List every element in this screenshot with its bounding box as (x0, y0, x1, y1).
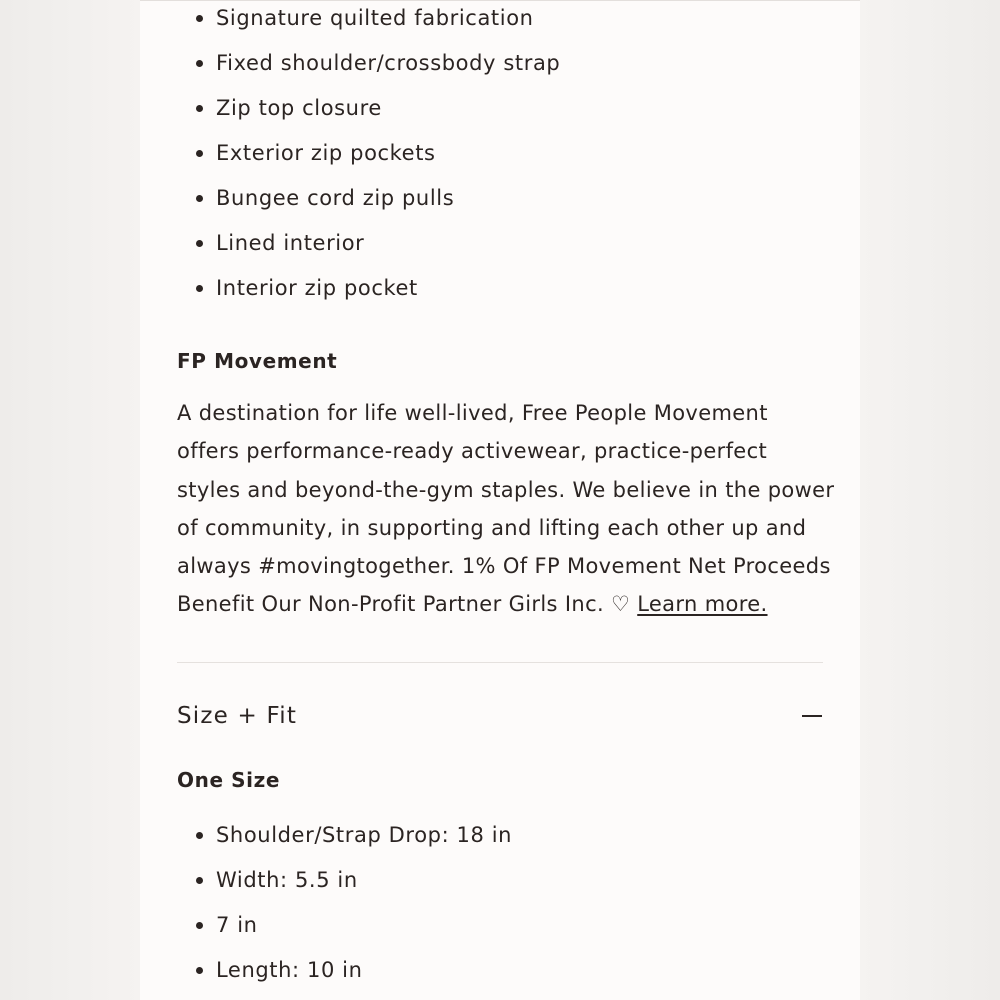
bullet-icon (196, 240, 203, 247)
measurement-item (194, 817, 814, 862)
measurement-item (194, 907, 814, 952)
bullet-icon (196, 922, 203, 929)
feature-text: Bungee cord zip pulls (216, 186, 455, 210)
feature-item (194, 45, 814, 90)
feature-item (194, 90, 814, 135)
bullet-icon (196, 60, 203, 67)
measurement-item (194, 952, 814, 997)
bullet-icon (196, 195, 203, 202)
feature-text: Lined interior (216, 231, 365, 255)
bullet-icon (196, 877, 203, 884)
measurement-item (194, 862, 814, 907)
page-margin-left (0, 0, 140, 1000)
feature-item (194, 180, 814, 225)
feature-text: Exterior zip pockets (216, 141, 436, 165)
section-divider (177, 662, 823, 663)
minus-icon[interactable] (802, 715, 822, 717)
measurement-text: Length: 10 in (216, 958, 363, 982)
brand-description-text: A destination for life well-lived, Free People Movement offers performance-ready activewear, practice-perfect styles and beyond-the-gym staples. We believe in the power of community, in supporting and lifting each other up and always #movingtogether. 1% Of FP Movement Net Proceeds Benefit Our Non-Profit Partner Girls Inc. ♡ (177, 401, 835, 617)
feature-text: Signature quilted fabrication (216, 6, 534, 30)
feature-text: Fixed shoulder/crossbody strap (216, 51, 561, 75)
size-fit-accordion-toggle[interactable] (177, 692, 823, 740)
feature-text: Zip top closure (216, 96, 382, 120)
measurement-text: Shoulder/Strap Drop: 18 in (216, 823, 513, 847)
brand-heading: FP Movement (177, 349, 338, 373)
product-details-panel (140, 0, 860, 1000)
measurement-text: Width: 5.5 in (216, 868, 358, 892)
feature-list (194, 0, 814, 315)
bullet-icon (196, 150, 203, 157)
feature-text: Interior zip pocket (216, 276, 418, 300)
bullet-icon (196, 967, 203, 974)
size-fit-title: Size + Fit (177, 703, 298, 729)
bullet-icon (196, 285, 203, 292)
measurement-list (194, 817, 814, 997)
learn-more-link[interactable]: Learn more. (637, 592, 768, 617)
page-margin-right (860, 0, 1000, 1000)
size-subheading: One Size (177, 768, 281, 792)
bullet-icon (196, 832, 203, 839)
bullet-icon (196, 105, 203, 112)
brand-description (177, 394, 837, 624)
feature-item (194, 225, 814, 270)
feature-item (194, 135, 814, 180)
feature-item (194, 0, 814, 45)
measurement-text: 7 in (216, 913, 258, 937)
feature-item (194, 270, 814, 315)
bullet-icon (196, 15, 203, 22)
